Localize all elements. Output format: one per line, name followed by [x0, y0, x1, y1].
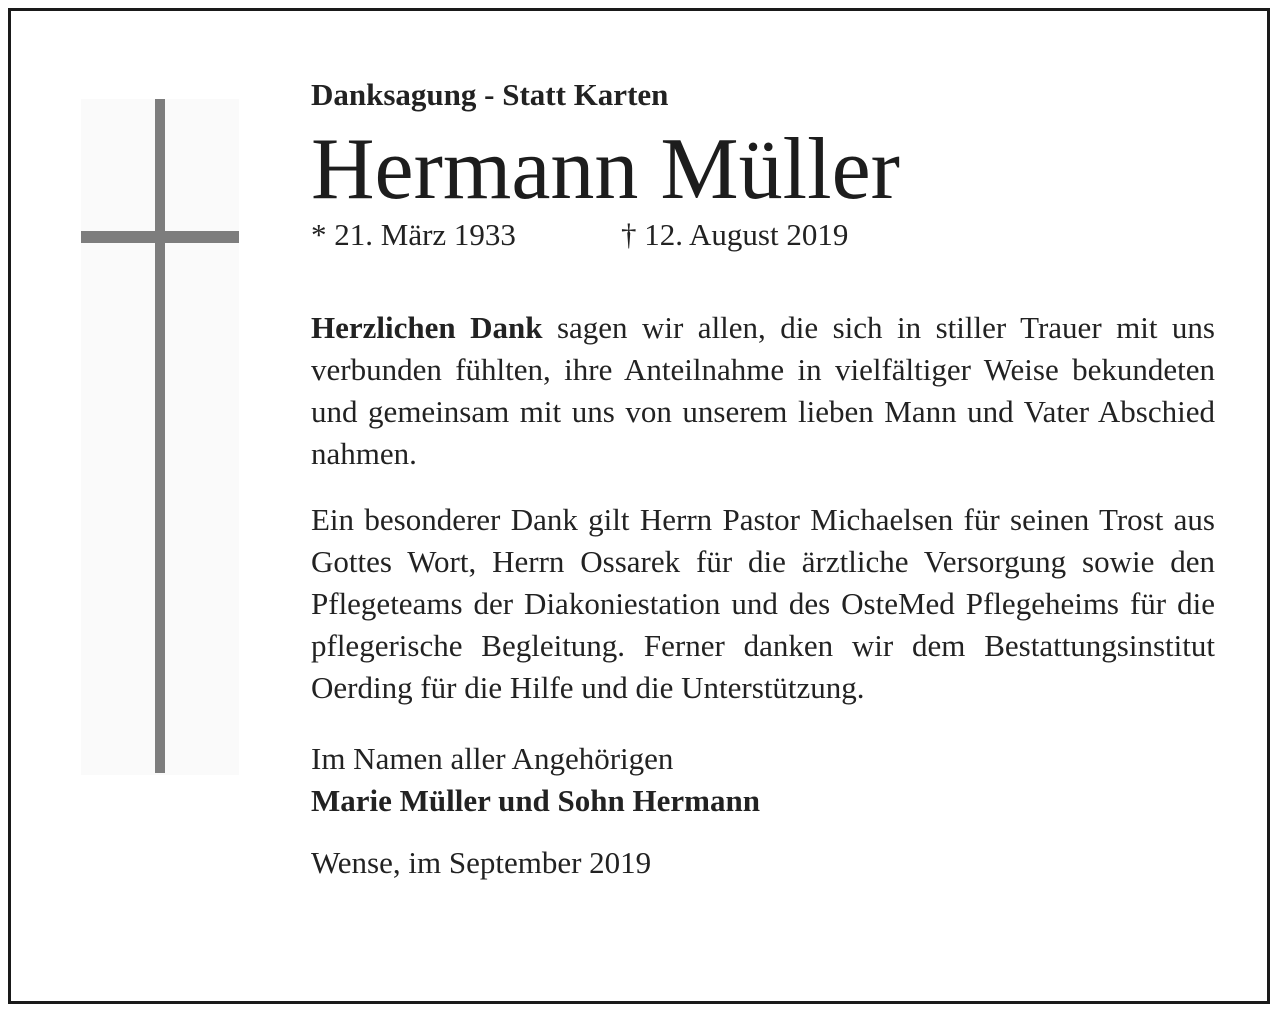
- life-dates: [311, 215, 1215, 255]
- thanks-paragraph-text: sagen wir allen, die sich in stiller Trauer mit uns verbunden fühlten, ihre Anteilnahme in vielfältiger Weise bekundeten und gemeinsam mit uns von unserem lieben Mann und Vater Abschied nahmen.: [311, 310, 1215, 471]
- death-date: † 12. August 2019: [621, 217, 849, 252]
- signature-intro: Im Namen aller Angehörigen: [311, 741, 674, 776]
- deceased-name: Hermann Müller: [311, 121, 900, 218]
- birth-date: * 21. März 1933: [311, 217, 516, 252]
- special-thanks-paragraph: Ein besonderer Dank gilt Herrn Pastor Michaelsen für seinen Trost aus Gottes Wort, Herrn Ossarek für die ärztliche Versorgung sowie den Pflegeteams der Diakoniestation und des OsteMed Pflegeheims für die pflegerische Begleitung. Ferner danken wir dem Bestattungsinstitut Oerding für die Hilfe und die Unterstützung.: [311, 502, 1215, 705]
- thanks-bold-lead: Herzlichen Dank: [311, 310, 543, 345]
- notice-heading: Danksagung - Statt Karten: [311, 77, 669, 112]
- notice-content: [311, 70, 1215, 884]
- signature-names: Marie Müller und Sohn Hermann: [311, 783, 760, 818]
- cross-icon: [81, 99, 239, 775]
- thanks-paragraph: [311, 307, 1215, 475]
- place-date: Wense, im September 2019: [311, 845, 652, 880]
- cross-horizontal-beam: [81, 231, 239, 243]
- cross-vertical-beam: [155, 99, 165, 773]
